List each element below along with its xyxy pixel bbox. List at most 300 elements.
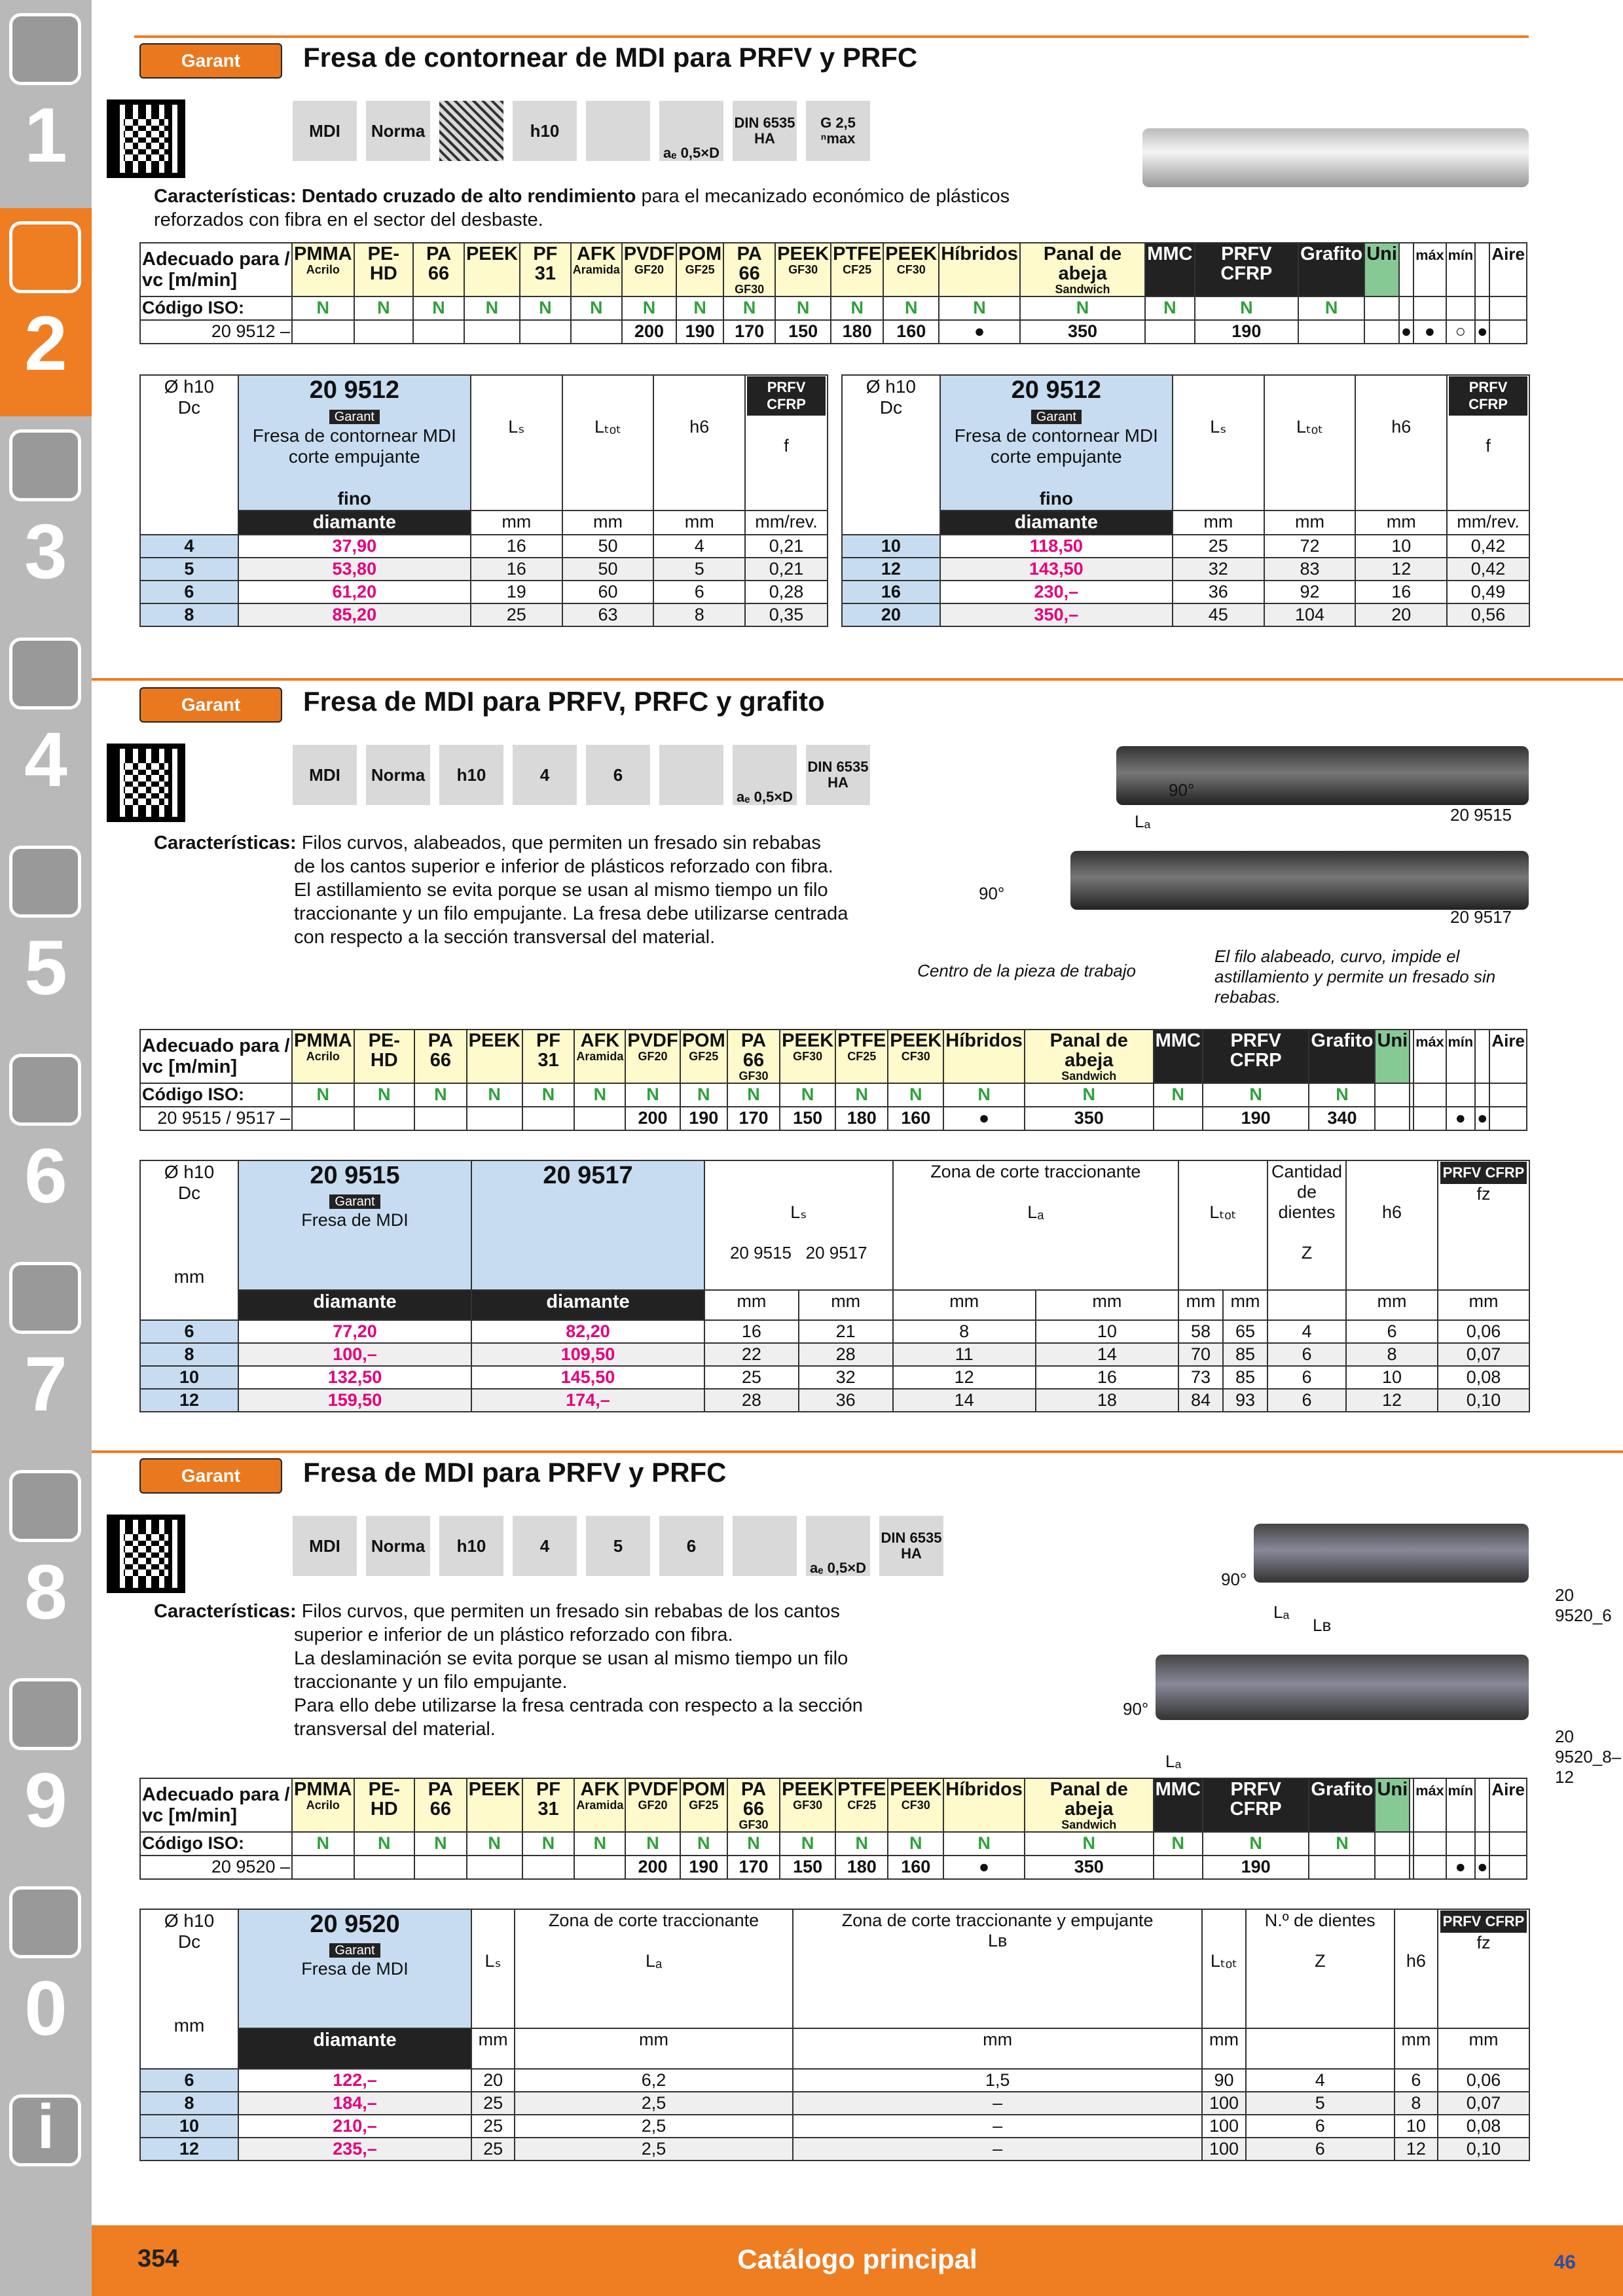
cabinet-icon (9, 1678, 81, 1750)
table-row[interactable] (140, 1320, 1529, 1343)
iso-cell: N (1203, 1832, 1309, 1856)
section-title: Fresa de contornear de MDI para PRFV y PRFC (303, 42, 918, 73)
speed-cell (354, 1107, 414, 1130)
price-cell: 184,– (238, 2092, 471, 2115)
unit: mm (1036, 1290, 1178, 1320)
table-row[interactable] (140, 1389, 1529, 1412)
price-cell: 100,– (238, 1343, 471, 1366)
unit: mm (1438, 2028, 1529, 2069)
garant-logo: Garant (139, 687, 282, 723)
material-col-16: Grafito (1309, 1778, 1375, 1832)
iso-cell: N (520, 296, 571, 320)
speed-cell (467, 1856, 522, 1879)
table-row[interactable] (140, 581, 828, 603)
iso-cell: N (413, 296, 464, 320)
features-text: Características: Filos curvos, alabeados, que permiten un fresado sin rebabas de los cantos superior e inferior de plásticos reforzado con fibra. El astillamiento se evita porque se usan al mismo tiempo un filo traccionante y un filo empujante. La fresa debe utilizarse centrada con respecto a la sección transversal del material. (154, 833, 848, 948)
speed-cell: ● (1475, 1107, 1489, 1130)
value-cell: 104 (1264, 603, 1356, 626)
value-cell: 73 (1178, 1366, 1223, 1389)
speed-cell: 350 (1025, 1856, 1154, 1879)
speed-cell (414, 1856, 467, 1879)
property-icons (291, 99, 871, 162)
speed-cell (1375, 1107, 1410, 1130)
iso-cell: N (414, 1083, 467, 1107)
iso-cell: N (723, 296, 775, 320)
material-col-9: PEEK GF30 (775, 243, 831, 296)
material-col-20: mín (1446, 1778, 1476, 1832)
speed-cell (574, 1856, 625, 1879)
iso-cell: N (780, 1832, 835, 1856)
value-cell: 0,28 (745, 581, 828, 603)
value-cell: 0,56 (1447, 603, 1529, 626)
qr-code-icon[interactable] (107, 744, 185, 822)
chapter-tab-0[interactable]: 0 (0, 1873, 92, 2081)
value-cell: 14 (1036, 1343, 1178, 1366)
material-col-9: PEEK GF30 (780, 1778, 835, 1832)
h6-header: h6 (653, 375, 745, 511)
article-code: 20 9512 (1011, 376, 1101, 404)
value-cell: 100 (1202, 2138, 1245, 2161)
iso-label: Código ISO: (140, 1832, 292, 1856)
diameter-cell: 4 (140, 535, 238, 558)
chapter-tab-5[interactable]: 5 (0, 833, 92, 1041)
value-cell: 6 (1346, 1320, 1438, 1343)
product-table-right (841, 374, 1530, 627)
ls-header: Lₛ (471, 375, 562, 511)
value-cell: 0,10 (1438, 2138, 1529, 2161)
iso-cell: N (571, 296, 622, 320)
speed-cell (1489, 1856, 1527, 1879)
speed-cell (522, 1107, 575, 1130)
mdi-icon: MDI (291, 1515, 358, 1577)
price-cell: 230,– (940, 581, 1173, 603)
speed-cell: ● (1475, 1856, 1489, 1879)
iso-cell: N (1154, 1832, 1203, 1856)
article-header: 20 9512 Garant Fresa de contornear MDI corte empujante fino (940, 375, 1173, 511)
toolbox-icon (9, 1470, 81, 1542)
unit: mm (1438, 1290, 1529, 1320)
diameter-header: Ø h10 Dᴄ mm (140, 1160, 238, 1320)
material-col-11: PEEK CF30 (883, 243, 939, 296)
value-cell: 5 (653, 558, 745, 581)
value-cell: 32 (799, 1366, 893, 1389)
speed-cell: 200 (625, 1107, 680, 1130)
garant-logo: Garant (139, 43, 282, 79)
lb-header: Zona de corte traccionante y empujante Lʙ (793, 1909, 1202, 2028)
value-cell: 4 (653, 535, 745, 558)
image-caption: 20 9517 (1450, 907, 1512, 927)
workpiece-center-label: Centro de la pieza de trabajo (917, 961, 1136, 980)
value-cell: 2,5 (515, 2115, 793, 2138)
iso-cell (1446, 296, 1476, 320)
iso-cell: N (943, 1083, 1025, 1107)
value-cell: 0,35 (745, 603, 828, 626)
value-cell: 36 (799, 1389, 893, 1412)
speed-cell: 150 (780, 1107, 835, 1130)
page-footer (92, 2225, 1623, 2296)
norm-factory-icon: Norma (365, 744, 431, 806)
helix-cut-icon (658, 744, 725, 806)
value-cell: 84 (1178, 1389, 1223, 1412)
iso-cell: N (727, 1083, 780, 1107)
unit: mm (471, 2028, 515, 2069)
chapter-tab-2[interactable]: 2 (0, 208, 92, 416)
speed-cell (1413, 1107, 1446, 1130)
iso-cell: N (467, 1832, 522, 1856)
material-col-15: PRFV CFRP (1195, 243, 1299, 296)
unit (1246, 2028, 1395, 2069)
speed-cell (1309, 1856, 1375, 1879)
iso-cell: N (1203, 1083, 1309, 1107)
speed-cell (292, 1107, 354, 1130)
diameter-cell: 12 (140, 2138, 238, 2161)
value-cell: 93 (1223, 1389, 1267, 1412)
article-code: 20 9512 (309, 376, 399, 404)
catalog-title: Catálogo principal (737, 2244, 977, 2274)
material-col-20: mín (1446, 243, 1476, 296)
drill-icon (9, 13, 81, 85)
iso-cell: N (1025, 1832, 1154, 1856)
speed-cell: ● (943, 1856, 1025, 1879)
material-col-17: Uni (1375, 1030, 1410, 1083)
value-cell: 6 (1267, 1389, 1346, 1412)
value-cell: 8 (1395, 2092, 1438, 2115)
value-cell: 85 (1223, 1343, 1267, 1366)
iso-cell: N (414, 1832, 467, 1856)
speed-cell: 190 (1203, 1107, 1309, 1130)
suitability-table (139, 1778, 1527, 1880)
chapter-tab-9[interactable]: 9 (0, 1665, 92, 1873)
edge-note: El filo alabeado, curvo, impide el astillamiento y permite un fresado sin rebabas. (1214, 946, 1496, 1007)
unit: mm (471, 511, 562, 535)
speed-cell (1375, 1856, 1410, 1879)
material-col-22: Aire (1489, 1778, 1527, 1832)
iso-cell: N (727, 1832, 780, 1856)
material-header: diamante (940, 511, 1173, 535)
iso-cell: N (354, 1832, 414, 1856)
ltot-header: Lₜₒₜ (562, 375, 654, 511)
table-row[interactable] (140, 2069, 1529, 2092)
value-cell: 10 (1036, 1320, 1178, 1343)
value-cell: 25 (1173, 535, 1264, 558)
f-header: PRFV CFRP f (745, 375, 828, 511)
safety-goggles-icon (9, 1886, 81, 1958)
diameter-cell: 6 (140, 1320, 238, 1343)
value-cell: 70 (1178, 1343, 1223, 1366)
cut-depth-icon: aₑ 0,5×D (658, 99, 725, 162)
article-header: 20 9512 Garant Fresa de contornear MDI corte empujante fino (238, 375, 471, 511)
value-cell: 28 (704, 1389, 799, 1412)
table-row[interactable] (140, 2115, 1529, 2138)
unit: mm/rev. (1447, 511, 1529, 535)
speed-cell: ● (939, 320, 1020, 344)
value-cell: – (793, 2138, 1202, 2161)
chapter-tab-4[interactable]: 4 (0, 624, 92, 833)
table-row[interactable] (842, 603, 1529, 626)
article-header-9515: 20 9515 Garant Fresa de MDI (238, 1160, 471, 1290)
value-cell: 16 (704, 1320, 799, 1343)
value-cell: 0,21 (745, 558, 828, 581)
value-cell: 2,5 (515, 2138, 793, 2161)
value-cell: 20 (1355, 603, 1447, 626)
value-cell: 58 (1178, 1320, 1223, 1343)
value-cell: 20 (471, 2069, 515, 2092)
iso-cell: N (676, 296, 723, 320)
material-col-16: Grafito (1298, 243, 1364, 296)
lb-label: Lʙ (1313, 1615, 1332, 1635)
speed-cell (464, 320, 520, 344)
iso-cell: N (467, 1083, 522, 1107)
value-cell: 4 (1246, 2069, 1395, 2092)
chapter-tab-info[interactable]: i (0, 2081, 92, 2225)
iso-cell: N (625, 1083, 680, 1107)
qr-code-icon[interactable] (107, 99, 185, 178)
diameter-cell: 10 (140, 1366, 238, 1389)
speed-cell (354, 1856, 414, 1879)
value-cell: 11 (893, 1343, 1036, 1366)
value-cell: 50 (562, 558, 654, 581)
features-text: Características: Filos curvos, que permiten un fresado sin rebabas de los cantos superior e inferior de un plástico reforzado con fibra. La deslaminación se evita porque se usan al mismo tiempo un filo traccionante y un filo empujante. Para ello debe utilizarse la fresa centrada con respecto a la sección transversal del material. (154, 1601, 863, 1740)
chapter-tab-8[interactable]: 8 (0, 1457, 92, 1665)
iso-cell: N (775, 296, 831, 320)
norm-factory-icon: Norma (365, 99, 431, 162)
speed-cell: ● (1446, 1107, 1476, 1130)
qr-code-icon[interactable] (107, 1515, 185, 1593)
z-header: Cantidad de dientes Z (1267, 1160, 1346, 1290)
unit: mm (1346, 1290, 1438, 1320)
speed-cell: 350 (1025, 1107, 1154, 1130)
din-standard-icon: DIN 6535 HA (805, 744, 871, 806)
diameter-header: Ø h10 Dᴄ (842, 375, 940, 535)
iso-cell: N (1195, 296, 1299, 320)
material-col-14: MMC (1145, 243, 1194, 296)
material-col-3: PEEK (467, 1778, 522, 1832)
la-label: Lₐ (1273, 1602, 1290, 1622)
ltot-header: Lₜₒₜ (1264, 375, 1356, 511)
iso-cell: N (522, 1832, 575, 1856)
material-col-21 (1475, 1778, 1489, 1832)
value-cell: 72 (1264, 535, 1356, 558)
la-header: Zona de corte traccionante Lₐ (893, 1160, 1178, 1290)
iso-cell: N (354, 296, 413, 320)
value-cell: 0,49 (1447, 581, 1529, 603)
value-cell: 45 (1173, 603, 1264, 626)
fz-header: PRFV CFRP fᴢ (1438, 1909, 1529, 2028)
table-row[interactable] (140, 535, 828, 558)
speed-cell (1298, 320, 1364, 344)
h10-tolerance-icon: h10 (511, 99, 578, 162)
value-cell: 8 (893, 1320, 1036, 1343)
value-cell: 6 (1246, 2115, 1395, 2138)
table-row[interactable] (140, 2092, 1529, 2115)
value-cell: 90 (1202, 2069, 1245, 2092)
iso-cell: N (1154, 1083, 1203, 1107)
image-caption: 20 9520_8–12 (1555, 1727, 1622, 1787)
speed-cell: 160 (883, 320, 939, 344)
helix-cut-icon (731, 1515, 798, 1577)
table-row[interactable] (140, 2138, 1529, 2161)
speed-cell (292, 320, 354, 344)
value-cell: 36 (1173, 581, 1264, 603)
angle-label: 90° (979, 884, 1005, 903)
material-col-10: PTFE CF25 (831, 243, 883, 296)
la-label: Lₐ (1135, 812, 1151, 831)
milling-insert-icon (9, 221, 81, 293)
unit: mm (1178, 1290, 1223, 1320)
mdi-icon: MDI (291, 744, 358, 806)
value-cell: – (793, 2115, 1202, 2138)
footer-code: 46 (1554, 2251, 1576, 2273)
value-cell: 6,2 (515, 2069, 793, 2092)
iso-cell: N (574, 1083, 625, 1107)
price-cell: 210,– (238, 2115, 471, 2138)
din-standard-icon: DIN 6535 HA (878, 1515, 945, 1577)
speed-cell: 350 (1020, 320, 1145, 344)
grinding-disc-icon (9, 846, 81, 918)
speed-cell (414, 1107, 467, 1130)
ls-header: Lₛ (1173, 375, 1264, 511)
value-cell: 2,5 (515, 2092, 793, 2115)
iso-cell (1489, 1832, 1527, 1856)
balance-grade-icon: G 2,5 ⁿmax (805, 99, 871, 162)
ltot-header: Lₜₒₜ (1178, 1160, 1267, 1290)
table-row[interactable] (140, 558, 828, 581)
value-cell: 22 (704, 1343, 799, 1366)
table-row[interactable] (842, 581, 1529, 603)
material-col-19: máx (1413, 1778, 1446, 1832)
material-col-1: PE-HD (354, 1030, 414, 1083)
value-cell: 0,06 (1438, 2069, 1529, 2092)
value-cell: 0,07 (1438, 2092, 1529, 2115)
price-cell: 159,50 (238, 1389, 471, 1412)
speed-cell (1154, 1107, 1203, 1130)
unit: mm (799, 1290, 893, 1320)
iso-cell: N (522, 1083, 575, 1107)
value-cell: 0,08 (1438, 2115, 1529, 2138)
tap-icon (9, 429, 81, 501)
h6-header: h6 (1395, 1909, 1438, 2028)
value-cell: 85 (1223, 1366, 1267, 1389)
mdi-icon: MDI (291, 99, 358, 162)
speed-cell: 190 (680, 1856, 727, 1879)
iso-cell: N (883, 296, 939, 320)
speed-cell (574, 1107, 625, 1130)
ls-header: Lₛ 20 9515 20 9517 (704, 1160, 893, 1290)
suitability-label: Adecuado para / vᴄ [m/min] (140, 1778, 292, 1832)
unit: mm (1395, 2028, 1438, 2069)
chapter-tab-3[interactable]: 3 (0, 416, 92, 624)
value-cell: 0,42 (1447, 535, 1529, 558)
table-row[interactable] (140, 1343, 1529, 1366)
property-icons (291, 744, 871, 806)
iso-label: Código ISO: (140, 296, 292, 320)
iso-cell: N (939, 296, 1020, 320)
price-cell: 143,50 (940, 558, 1173, 581)
value-cell: 65 (1223, 1320, 1267, 1343)
material-col-0: PMMA Acrilo (292, 243, 354, 296)
iso-cell (1375, 1832, 1410, 1856)
iso-cell: N (831, 296, 883, 320)
chapter-tab-6[interactable]: 6 (0, 1041, 92, 1249)
tool-image-209517 (1070, 851, 1529, 910)
image-caption: 20 9520_6 (1555, 1585, 1612, 1625)
diameter-cell: 6 (140, 581, 238, 603)
material-col-5: AFK Aramida (571, 243, 622, 296)
table-row[interactable] (842, 535, 1529, 558)
value-cell: 1,5 (793, 2069, 1202, 2092)
iso-cell: N (1298, 296, 1364, 320)
chapter-sidebar (0, 0, 92, 2296)
material-col-4: PF 31 (520, 243, 571, 296)
iso-cell (1413, 1083, 1446, 1107)
table-row[interactable] (842, 558, 1529, 581)
pliers-icon (9, 1262, 81, 1334)
value-cell: 5 (1246, 2092, 1395, 2115)
material-header: diamante (238, 1290, 471, 1320)
material-col-1: PE-HD (354, 243, 413, 296)
value-cell: 6 (1246, 2138, 1395, 2161)
unit: mm (893, 1290, 1036, 1320)
iso-cell: N (622, 296, 676, 320)
diameter-cell: 10 (842, 535, 940, 558)
chapter-tab-1[interactable]: 1 (0, 0, 92, 208)
suitability-table (139, 242, 1527, 344)
unit: mm (1202, 2028, 1245, 2069)
unit: mm (1223, 1290, 1267, 1320)
unit: mm (562, 511, 654, 535)
material-col-6: PVDF GF20 (625, 1030, 680, 1083)
features-text: Características: Dentado cruzado de alto rendimiento para el mecanizado económico de plásticos reforzados con fibra en el sector del desbaste. (154, 186, 1010, 230)
iso-cell (1446, 1083, 1476, 1107)
iso-cell (1475, 1832, 1489, 1856)
din-standard-icon: DIN 6535 HA (731, 99, 798, 162)
speed-cell: 180 (835, 1107, 888, 1130)
chapter-tab-7[interactable]: 7 (0, 1249, 92, 1457)
material-col-4: PF 31 (522, 1030, 575, 1083)
cut-depth-icon: aₑ 0,5×D (731, 744, 798, 806)
angle-label: 90° (1169, 780, 1195, 800)
material-col-13: Panal de abeja Sandwich (1025, 1778, 1154, 1832)
speed-cell: 180 (831, 320, 883, 344)
price-cell: 53,80 (238, 558, 471, 581)
iso-cell: N (680, 1832, 727, 1856)
h10-tolerance-icon: h10 (438, 1515, 505, 1577)
table-row[interactable] (140, 1366, 1529, 1389)
value-cell: 28 (799, 1343, 893, 1366)
material-col-13: Panal de abeja Sandwich (1025, 1030, 1154, 1083)
iso-cell: N (1020, 296, 1145, 320)
value-cell: 16 (471, 558, 562, 581)
value-cell: 6 (1267, 1366, 1346, 1389)
material-col-12: Híbridos (939, 243, 1020, 296)
material-header: diamante (471, 1290, 704, 1320)
diameter-cell: 5 (140, 558, 238, 581)
material-col-18 (1399, 243, 1413, 296)
speed-cell: ○ (1446, 320, 1476, 344)
iso-label: Código ISO: (140, 1083, 292, 1107)
article-header: 20 9520 Garant Fresa de MDI (238, 1909, 471, 2028)
value-cell: 6 (1395, 2069, 1438, 2092)
material-header: diamante (238, 511, 471, 535)
material-col-21 (1475, 1030, 1489, 1083)
iso-cell: N (780, 1083, 835, 1107)
h10-tolerance-icon: h10 (438, 744, 505, 806)
diameter-header: Ø h10 Dᴄ (140, 375, 238, 535)
diameter-cell: 8 (140, 1343, 238, 1366)
table-row[interactable] (140, 603, 828, 626)
speed-cell: ● (943, 1107, 1025, 1130)
page-number: 354 (137, 2245, 179, 2272)
